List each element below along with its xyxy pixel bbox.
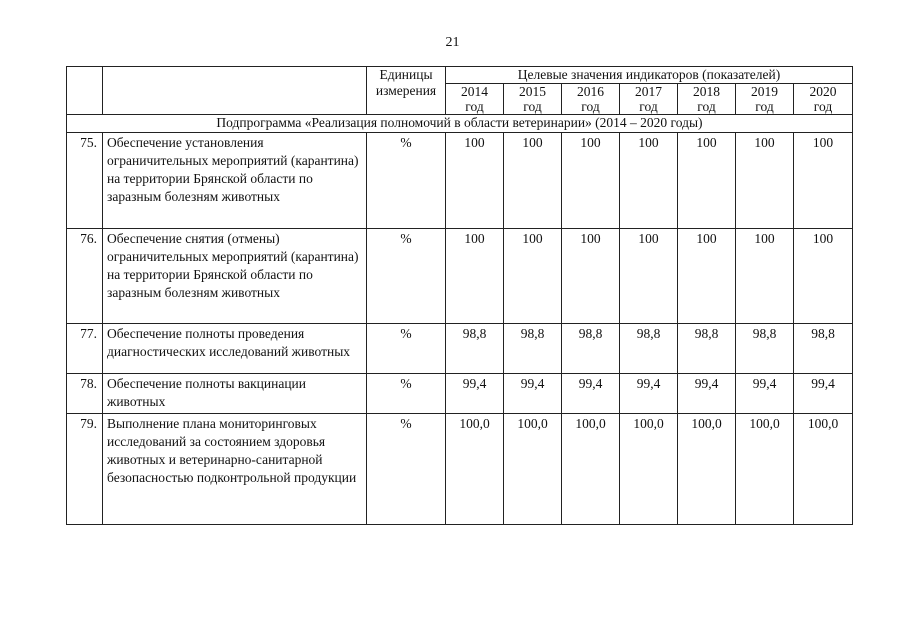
indicator-value: 99,4 <box>620 374 678 414</box>
table-row <box>67 133 853 229</box>
indicator-value: 98,8 <box>678 324 736 374</box>
indicator-value: 100 <box>620 229 678 324</box>
indicator-unit: % <box>367 324 446 374</box>
table-row <box>67 229 853 324</box>
table-row <box>67 374 853 414</box>
indicator-value: 99,4 <box>736 374 794 414</box>
row-number: 77. <box>67 324 103 374</box>
indicator-value: 100,0 <box>446 414 504 525</box>
header-target-cell: Целевые значения индикаторов (показателей) <box>446 67 853 84</box>
indicator-value: 99,4 <box>504 374 562 414</box>
indicator-unit: % <box>367 133 446 229</box>
subprogram-row <box>67 115 853 133</box>
header-year-cell: 2019 год <box>736 84 794 115</box>
indicator-name: Обеспечение снятия (отмены) ограничительных мероприятий (карантина) на территории Брянской области по заразным болезням животных <box>103 229 367 324</box>
header-year-cell: 2014 год <box>446 84 504 115</box>
indicator-value: 98,8 <box>620 324 678 374</box>
indicator-value: 100 <box>446 229 504 324</box>
indicator-value: 100 <box>504 133 562 229</box>
indicator-value: 99,4 <box>446 374 504 414</box>
page-number: 21 <box>445 35 460 50</box>
subprogram-title: Подпрограмма «Реализация полномочий в области ветеринарии» (2014 – 2020 годы) <box>67 115 853 133</box>
indicator-value: 100 <box>562 133 620 229</box>
indicator-value: 98,8 <box>446 324 504 374</box>
indicators-table <box>66 66 853 525</box>
indicator-value: 98,8 <box>736 324 794 374</box>
indicator-value: 100 <box>678 229 736 324</box>
indicator-value: 100,0 <box>562 414 620 525</box>
header-year-cell: 2017 год <box>620 84 678 115</box>
table-row <box>67 414 853 525</box>
indicator-name: Обеспечение полноты вакцинации животных <box>103 374 367 414</box>
header-name-cell <box>103 67 367 115</box>
indicator-value: 99,4 <box>562 374 620 414</box>
header-year-cell: 2018 год <box>678 84 736 115</box>
indicator-value: 100 <box>562 229 620 324</box>
indicator-value: 100 <box>794 229 853 324</box>
row-number: 79. <box>67 414 103 525</box>
header-year-cell: 2015 год <box>504 84 562 115</box>
indicator-name: Обеспечение полноты проведения диагностических исследований животных <box>103 324 367 374</box>
indicator-unit: % <box>367 229 446 324</box>
row-number: 75. <box>67 133 103 229</box>
row-number: 76. <box>67 229 103 324</box>
indicator-value: 98,8 <box>504 324 562 374</box>
indicator-value: 100 <box>736 133 794 229</box>
header-row <box>67 67 853 84</box>
indicator-unit: % <box>367 374 446 414</box>
header-year-cell: 2020 год <box>794 84 853 115</box>
indicator-value: 99,4 <box>678 374 736 414</box>
indicator-value: 100,0 <box>794 414 853 525</box>
indicator-value: 100,0 <box>736 414 794 525</box>
indicator-value: 98,8 <box>794 324 853 374</box>
indicator-value: 100 <box>678 133 736 229</box>
indicator-unit: % <box>367 414 446 525</box>
indicator-value: 100 <box>794 133 853 229</box>
header-units-cell: Единицы измерения <box>367 67 446 115</box>
indicator-value: 100 <box>620 133 678 229</box>
table-row <box>67 324 853 374</box>
indicator-value: 100,0 <box>620 414 678 525</box>
indicator-value: 100,0 <box>678 414 736 525</box>
indicator-value: 98,8 <box>562 324 620 374</box>
header-num-cell <box>67 67 103 115</box>
indicator-value: 100 <box>446 133 504 229</box>
indicator-name: Выполнение плана мониторинговых исследований за состоянием здоровья животных и ветеринарно-санитарной безопасностью подконтрольной продукции <box>103 414 367 525</box>
indicator-value: 100 <box>736 229 794 324</box>
header-year-cell: 2016 год <box>562 84 620 115</box>
indicator-value: 99,4 <box>794 374 853 414</box>
indicator-name: Обеспечение установления ограничительных мероприятий (карантина) на территории Брянской области по заразным болезням животных <box>103 133 367 229</box>
indicator-value: 100,0 <box>504 414 562 525</box>
indicator-value: 100 <box>504 229 562 324</box>
row-number: 78. <box>67 374 103 414</box>
